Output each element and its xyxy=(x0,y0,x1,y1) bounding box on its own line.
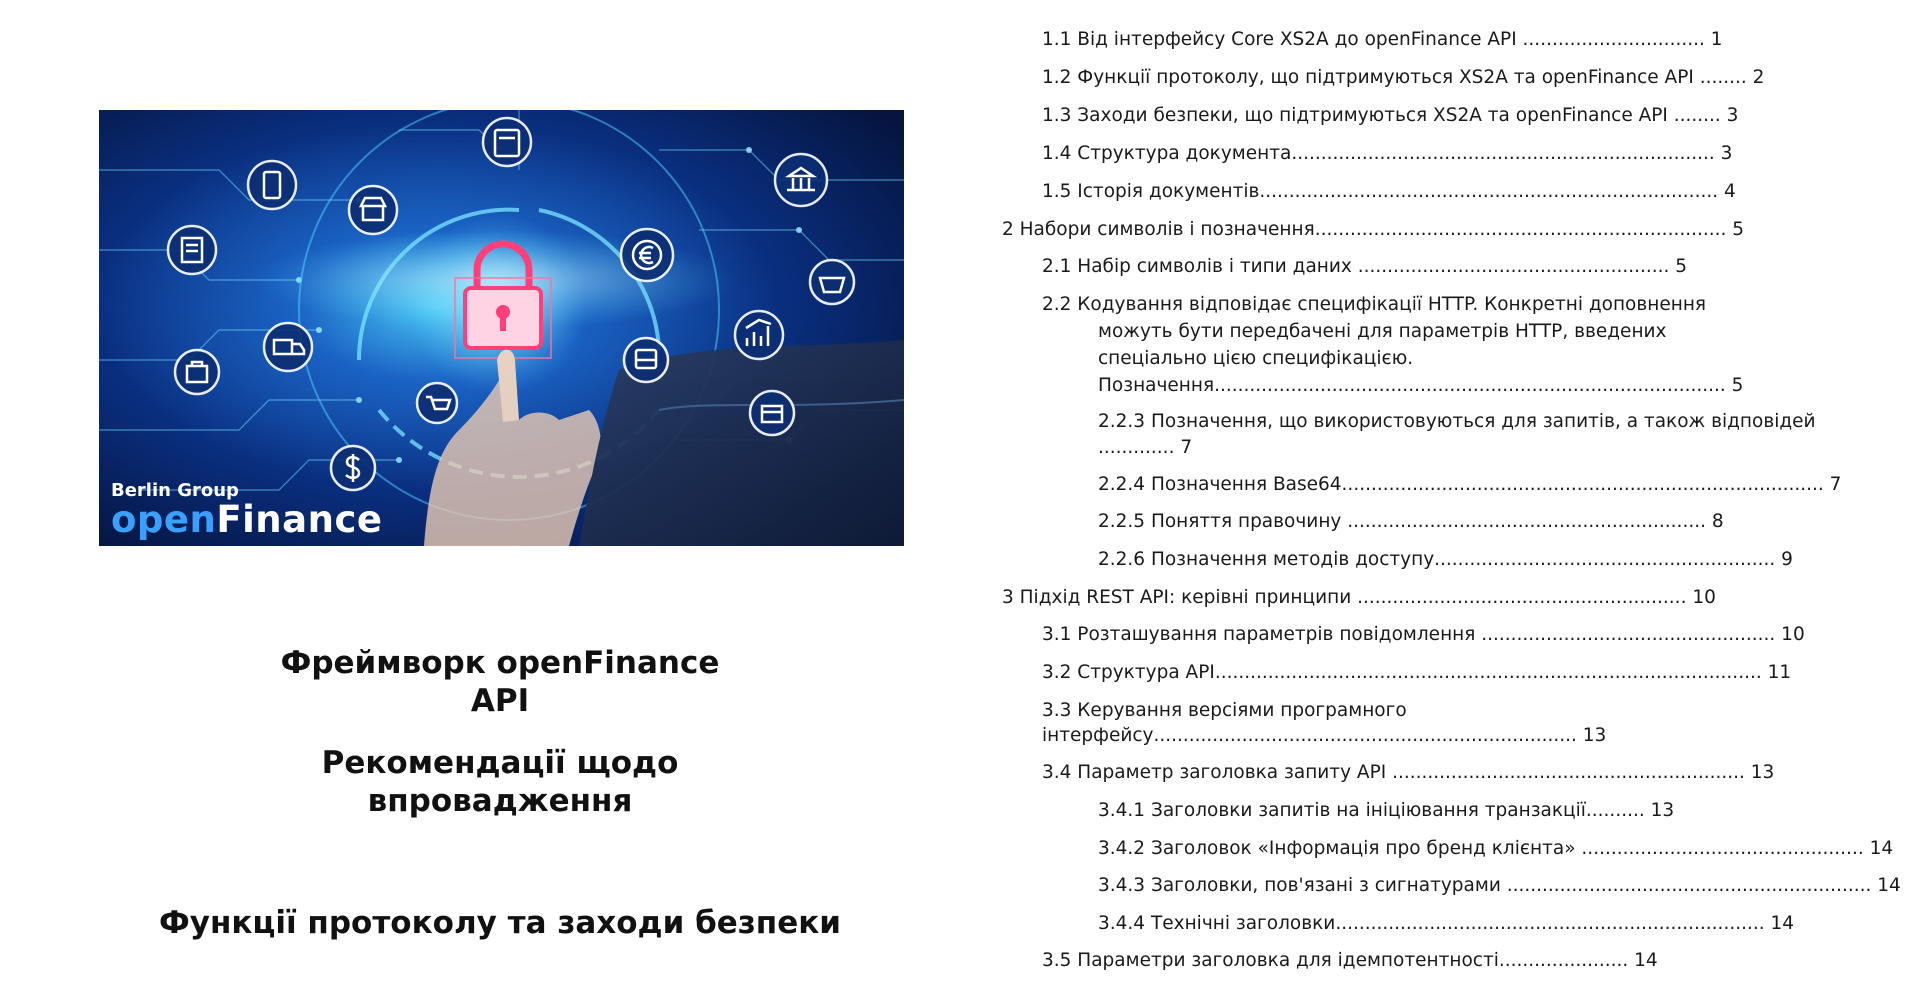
toc-entry[interactable]: 2.2.6 Позначення методів доступу.......................................................... 9 xyxy=(1098,549,1793,570)
toc-entry[interactable]: 3.2 Структура API............................................................................................. 11 xyxy=(1042,662,1792,683)
toc-entry[interactable]: 1.4 Структура документа........................................................................ 3 xyxy=(1042,143,1733,164)
document-subtitle-line2: впровадження xyxy=(367,783,633,819)
toc-entry-continuation: можуть бути передбачені для параметрів HTTP, введених xyxy=(1098,321,1667,342)
toc-entry[interactable]: 1.3 Заходи безпеки, що підтримуються XS2A та openFinance API ........ 3 xyxy=(1042,105,1739,126)
toc-entry[interactable]: 2.2.3 Позначення, що використовуються для запитів, а також відповідей xyxy=(1098,411,1816,432)
toc-entry[interactable]: 1.5 Історія документів.............................................................................. 4 xyxy=(1042,181,1736,202)
toc-entry[interactable]: 1.1 Від інтерфейсу Core XS2A до openFinance API ............................... 1 xyxy=(1042,29,1723,50)
toc-entry[interactable]: 2.1 Набір символів і типи даних ..................................................... 5 xyxy=(1042,256,1688,277)
toc-entry[interactable]: 3.1 Розташування параметрів повідомлення .................................................. 10 xyxy=(1042,624,1805,645)
document-title-line2: API xyxy=(470,683,530,719)
document-title-line1: Фреймворк openFinance xyxy=(280,645,720,681)
toc-entry-continuation[interactable]: інтерфейсу........................................................................ 13 xyxy=(1042,725,1607,746)
toc-entry[interactable]: 2.2.5 Поняття правочину ............................................................. 8 xyxy=(1098,511,1724,532)
toc-entry-continuation: спеціально цією специфікацією. xyxy=(1098,348,1414,369)
toc-entry[interactable]: 3.5 Параметри заголовка для ідемпотентності...................... 14 xyxy=(1042,950,1658,971)
document-subtitle-line1: Рекомендації щодо xyxy=(321,745,679,781)
brand-org-name: Berlin Group xyxy=(111,480,239,501)
toc-entry[interactable]: 3.3 Керування версіями програмного xyxy=(1042,700,1407,721)
toc-entry[interactable]: 3.4.1 Заголовки запитів на ініціювання транзакції.......... 13 xyxy=(1098,800,1675,821)
toc-entry-continuation[interactable]: Позначення....................................................................................... 5 xyxy=(1098,375,1744,396)
toc-entry[interactable]: 1.2 Функції протоколу, що підтримуються XS2A та openFinance API ........ 2 xyxy=(1042,67,1765,88)
toc-entry[interactable]: 3 Підхід REST API: керівні принципи ........................................................ 10 xyxy=(1002,587,1716,608)
brand-logo-finance: Finance xyxy=(216,498,383,541)
toc-entry[interactable]: 3.4.3 Заголовки, пов'язані з сигнатурами .............................................................. 14 xyxy=(1098,875,1901,896)
brand-logo-open: open xyxy=(111,498,217,541)
toc-entry[interactable]: 3.4 Параметр заголовка запиту API ............................................................ 13 xyxy=(1042,762,1775,783)
toc-entry[interactable]: 3.4.2 Заголовок «Інформація про бренд клієнта» ................................................ 14 xyxy=(1098,838,1894,859)
toc-entry[interactable]: 3.4.4 Технічні заголовки......................................................................... 14 xyxy=(1098,913,1795,934)
toc-entry[interactable]: 2.2 Кодування відповідає специфікації HTTP. Конкретні доповнення xyxy=(1042,294,1707,315)
document-section-title: Функції протоколу та заходи безпеки xyxy=(159,905,841,941)
toc-entry-continuation[interactable]: ............. 7 xyxy=(1098,437,1193,458)
toc-entry[interactable]: 2.2.4 Позначення Base64.................................................................................. 7 xyxy=(1098,474,1842,495)
toc-entry[interactable]: 2 Набори символів і позначення...................................................................... 5 xyxy=(1002,219,1745,240)
